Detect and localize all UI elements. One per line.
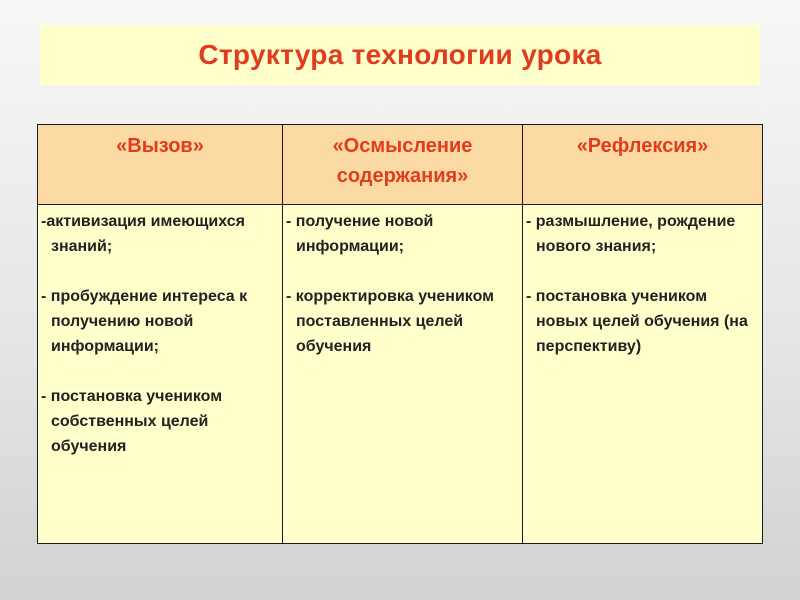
lesson-structure-table xyxy=(37,124,763,544)
header-challenge: «Вызов» xyxy=(38,125,283,205)
list-item: - корректировка учеником поставленных целей обучения xyxy=(286,288,494,355)
challenge-cell xyxy=(38,205,283,544)
table-body-row xyxy=(38,205,763,544)
list-item: - пробуждение интереса к получению новой информации; xyxy=(41,288,248,355)
table-header-row xyxy=(38,125,763,205)
title-banner xyxy=(40,25,760,85)
header-comprehension: «Осмысление содержания» xyxy=(283,125,523,205)
reflection-cell xyxy=(523,205,763,544)
page-title: Структура технологии урока xyxy=(198,39,602,70)
list-item: - получение новой информации; xyxy=(286,213,434,255)
comprehension-cell xyxy=(283,205,523,544)
list-item: - постановка учеником собственных целей обучения xyxy=(41,388,223,455)
header-reflection: «Рефлексия» xyxy=(523,125,763,205)
list-item: - размышление, рождение нового знания; xyxy=(526,213,736,255)
list-item: - постановка учеником новых целей обучения (на перспективу) xyxy=(526,288,748,355)
list-item: -активизация имеющихся знаний; xyxy=(41,213,245,255)
